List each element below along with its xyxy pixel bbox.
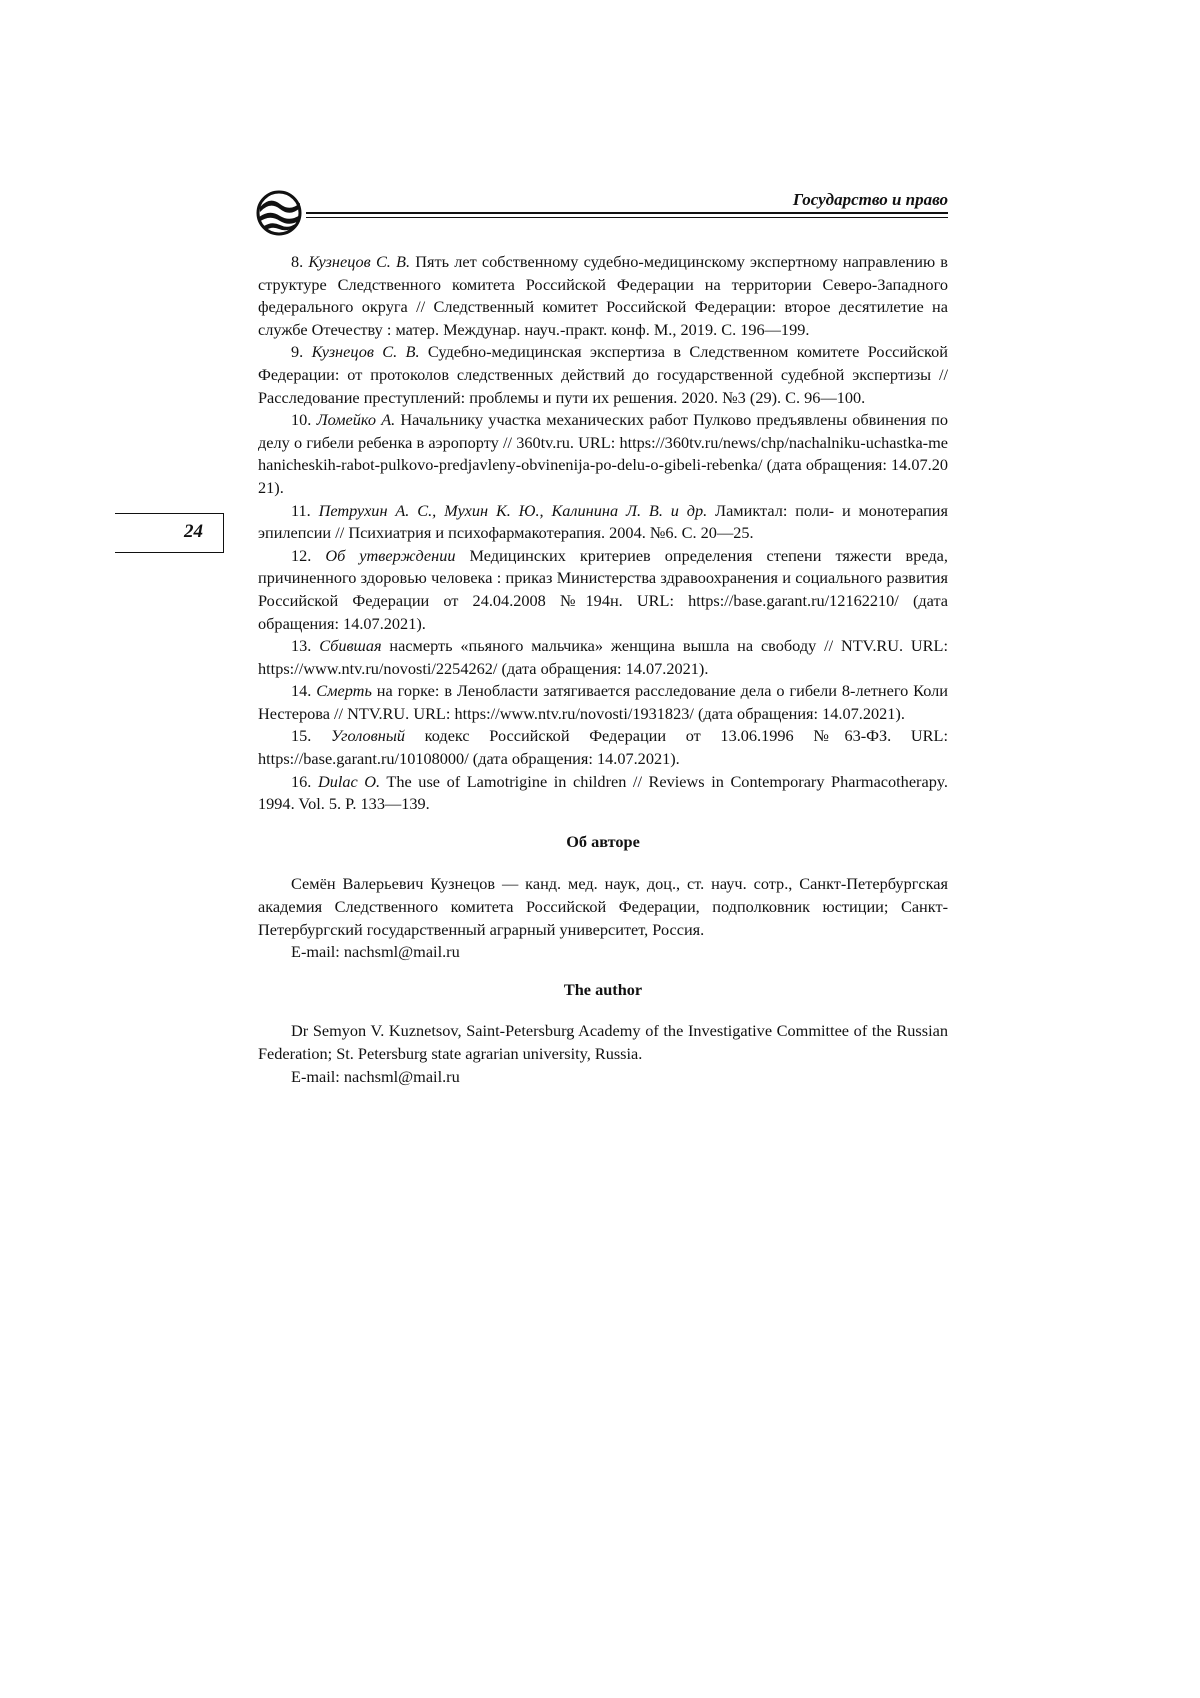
reference-text: Начальнику участка механических работ Пулково предъявлены обвинения по делу о гибели ребенка в аэропорту // 360tv.ru. URL: https://360tv.ru/news/chp/nachalniku-uchastka-mehanicheskih-rabot-pulkovo-predjavleny-obvinenija-po-delu-o-gibeli-rebenka/ (дата обращения: 14.07.2021).	[258, 410, 948, 497]
reference-text: насмерть «пьяного мальчика» женщина вышла на свободу // NTV.RU. URL: https://www.ntv.ru/novosti/2254262/ (дата обращения: 14.07.2021).	[258, 636, 948, 678]
page-number-box	[115, 513, 224, 553]
reference-number: 9.	[291, 342, 304, 362]
reference-number: 13.	[291, 636, 312, 656]
reference-item	[258, 680, 948, 725]
page-content	[258, 251, 948, 1088]
reference-author: Кузнецов С. В.	[311, 342, 420, 362]
author-email-en: E-mail: nachsml@mail.ru	[291, 1066, 460, 1086]
reference-text: Ламиктал: поли- и монотерапия эпилепсии // Психиатрия и психофармакотерапия. 2004. №6. С. 20—25.	[258, 500, 948, 543]
reference-number: 14.	[291, 681, 312, 701]
reference-number: 11.	[291, 500, 311, 520]
header-rule-thick	[306, 212, 948, 214]
reference-text: Медицинских критериев определения степени тяжести вреда, причиненного здоровью человека : приказ Министерства здравоохранения и социального развития Российской Федерации от 24.04.2008 №194н. URL: https://base.garant.ru/12162210/ (дата обращения: 14.07.2021).	[258, 545, 948, 633]
reference-author: Ломейко А.	[316, 410, 396, 430]
reference-item	[258, 500, 948, 545]
about-author-heading-ru: Об авторе	[566, 831, 640, 851]
reference-author: Dulac O.	[317, 771, 381, 791]
author-email-ru: E-mail: nachsml@mail.ru	[291, 942, 460, 962]
reference-item	[258, 771, 948, 816]
reference-text: Пять лет собственному судебно-медицинскому экспертному направлению в структуре Следственного комитета Российской Федерации на территории Северо-Западного федерального округа // Следственный комитет Российской Федерации: второе десятилетие на службе Отечеству : матер. Междунар. науч.-практ. конф. М., 2019. С. 196—199.	[258, 252, 948, 339]
reference-item	[258, 341, 948, 409]
page-number: 24	[184, 521, 203, 542]
header-rule-thin	[306, 217, 948, 218]
reference-author: Сбившая	[319, 636, 382, 656]
reference-author: Об утверждении	[325, 545, 456, 565]
reference-text: The use of Lamotrigine in children // Reviews in Contemporary Pharmacotherapy. 1994. Vol. 5. P. 133—139.	[258, 771, 948, 814]
reference-number: 10.	[291, 410, 312, 430]
reference-text: кодекс Российской Федерации от 13.06.1996 №63-ФЗ. URL: https://base.garant.ru/10108000/ (дата обращения: 14.07.2021).	[258, 726, 948, 769]
reference-text: Судебно-медицинская экспертиза в Следственном комитете Российской Федерации: от протоколов следственных действий до государственной судебной экспертизы // Расследование преступлений: проблемы и пути их решения. 2020. №3 (29). С. 96—100.	[258, 342, 948, 407]
reference-text: на горке: в Ленобласти затягивается расследование дела о гибели 8-летнего Коли Нестерова // NTV.RU. URL: https://www.ntv.ru/novosti/1931823/ (дата обращения: 14.07.2021).	[258, 681, 948, 723]
about-author-text-ru: Семён Валерьевич Кузнецов — канд. мед. наук, доц., ст. науч. сотр., Санкт-Петербургская академия Следственного комитета Российской Федерации, подполковник юстиции; Санкт-Петербургский государственный аграрный университет, Россия.	[258, 874, 948, 939]
reference-item	[258, 635, 948, 680]
reference-number: 16.	[291, 771, 312, 791]
journal-title: Государство и право	[792, 190, 948, 209]
reference-author: Петрухин А. С., Мухин К. Ю., Калинина Л. В. и др.	[318, 500, 708, 520]
reference-author: Смерть	[316, 681, 372, 701]
about-author-text-en: Dr Semyon V. Kuznetsov, Saint-Petersburg Academy of the Investigative Committee of the Russian Federation; St. Petersburg state agrarian university, Russia.	[258, 1021, 948, 1063]
reference-item	[258, 545, 948, 635]
reference-author: Кузнецов С. В.	[308, 252, 411, 271]
reference-number: 15.	[291, 726, 312, 746]
reference-number: 8.	[291, 252, 304, 271]
reference-item	[258, 409, 948, 499]
about-author-heading-en: The author	[563, 979, 643, 999]
reference-number: 12.	[291, 545, 312, 565]
wave-globe-logo-icon	[256, 190, 302, 236]
reference-item	[258, 251, 948, 341]
reference-item	[258, 725, 948, 770]
reference-author: Уголовный	[331, 726, 405, 746]
